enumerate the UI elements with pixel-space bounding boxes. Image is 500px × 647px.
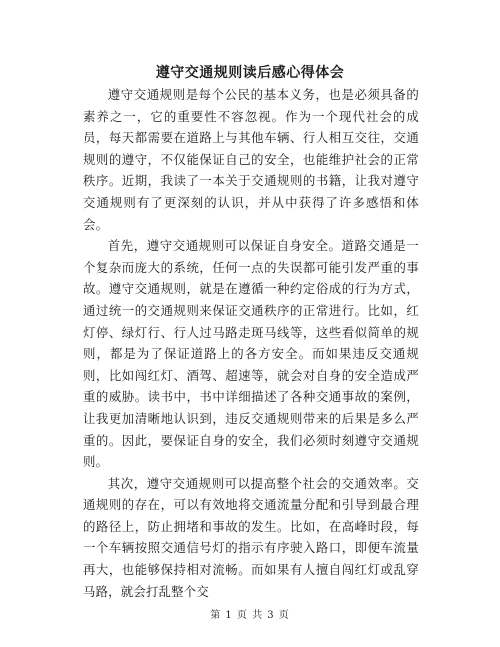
paragraph-intro: 遵守交通规则是每个公民的基本义务，也是必须具备的素养之一，它的重要性不容忽视。作为一个现代社会的成员，每天都需要在道路上与其他车辆、行人相互交往，交通规则的遵守，不仅能保证自己的安全，也能维护社会的正常秩序。近期，我读了一本关于交通规则的书籍，让我对遵守交通规则有了更深刻的认识，并从中获得了许多感悟和体会。 — [83, 87, 419, 232]
document-body — [83, 84, 419, 602]
paragraph-safety: 首先，遵守交通规则可以保证自身安全。道路交通是一个复杂而庞大的系统，任何一点的失误都可能引发严重的事故。遵守交通规则，就是在遵循一种约定俗成的行为方式，通过统一的交通规则来保证交通秩序的正常进行。比如，红灯停、绿灯行、行人过马路走斑马线等，这些看似简单的规则，都是为了保证道路上的各方安全。而如果违反交通规则，比如闯红灯、酒驾、超速等，就会对自身的安全造成严重的威胁。读书中，书中详细描述了各种交通事故的案例，让我更加清晰地认识到，违反交通规则带来的后果是多么严重的。因此，要保证自身的安全，我们必须时刻遵守交通规则。 — [83, 238, 419, 470]
document-title: 遵守交通规则读后感心得体会 — [155, 65, 345, 81]
paragraph-efficiency: 其次，遵守交通规则可以提高整个社会的交通效率。交通规则的存在，可以有效地将交通流量分配和引导到最合理的路径上，防止拥堵和事故的发生。比如，在高峰时段，每一个车辆按照交通信号灯的指示有序驶入路口，即便车流量再大，也能够保持相对流畅。而如果有人擅自闯红灯或乱穿马路，就会打乱整个交 — [83, 475, 419, 599]
page-number-footer: 第 1 页 共 3 页 — [210, 610, 290, 621]
